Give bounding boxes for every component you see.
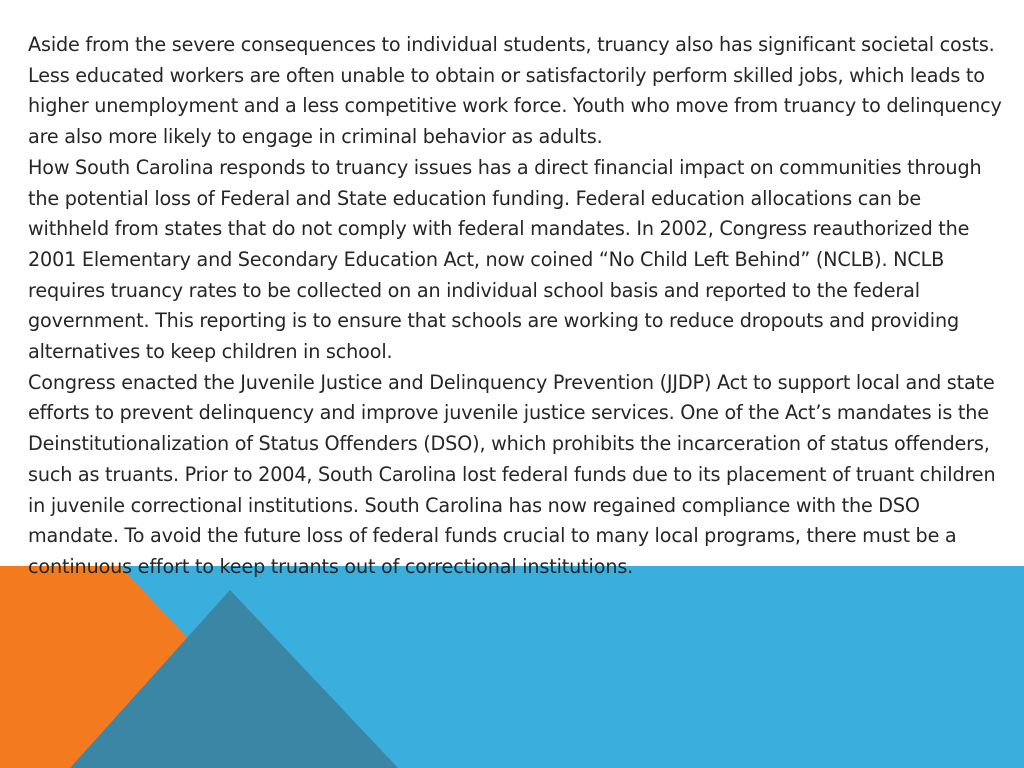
paragraph-societal-costs: Aside from the severe consequences to individual students, truancy also has significant societal costs. Less educated workers are often unable to obtain or satisfactorily perform skilled jobs, which leads to higher unemployment and a less competitive work force. Youth who move from truancy to delinquency are also more likely to engage in criminal behavior as adults. [28,33,1002,149]
slide-body-text [28,30,1003,583]
paragraph-jjdp-act: Congress enacted the Juvenile Justice and Delinquency Prevention (JJDP) Act to support local and state efforts to prevent delinquency and improve juvenile justice services. One of the Act’s mandates is the Deinstitutionalization of Status Offenders (DSO), which prohibits the incarceration of status offenders, such as truants. Prior to 2004, South Carolina lost federal funds due to its placement of truant children in juvenile correctional institutions. South Carolina has now regained compliance with the DSO mandate. To avoid the future loss of federal funds crucial to many local programs, there must be a continuous effort to keep truants out of correctional institutions. [28,370,996,578]
paragraph-funding-impact: How South Carolina responds to truancy issues has a direct financial impact on communities through the potential loss of Federal and State education funding. Federal education allocations can be withheld from states that do not comply with federal mandates. In 2002, Congress reauthorized the 2001 Elementary and Secondary Education Act, now coined “No Child Left Behind” (NCLB). NCLB requires truancy rates to be collected on an individual school basis and reported to the federal government. This reporting is to ensure that schools are working to reduce dropouts and providing alternatives to keep children in school. [28,155,982,364]
